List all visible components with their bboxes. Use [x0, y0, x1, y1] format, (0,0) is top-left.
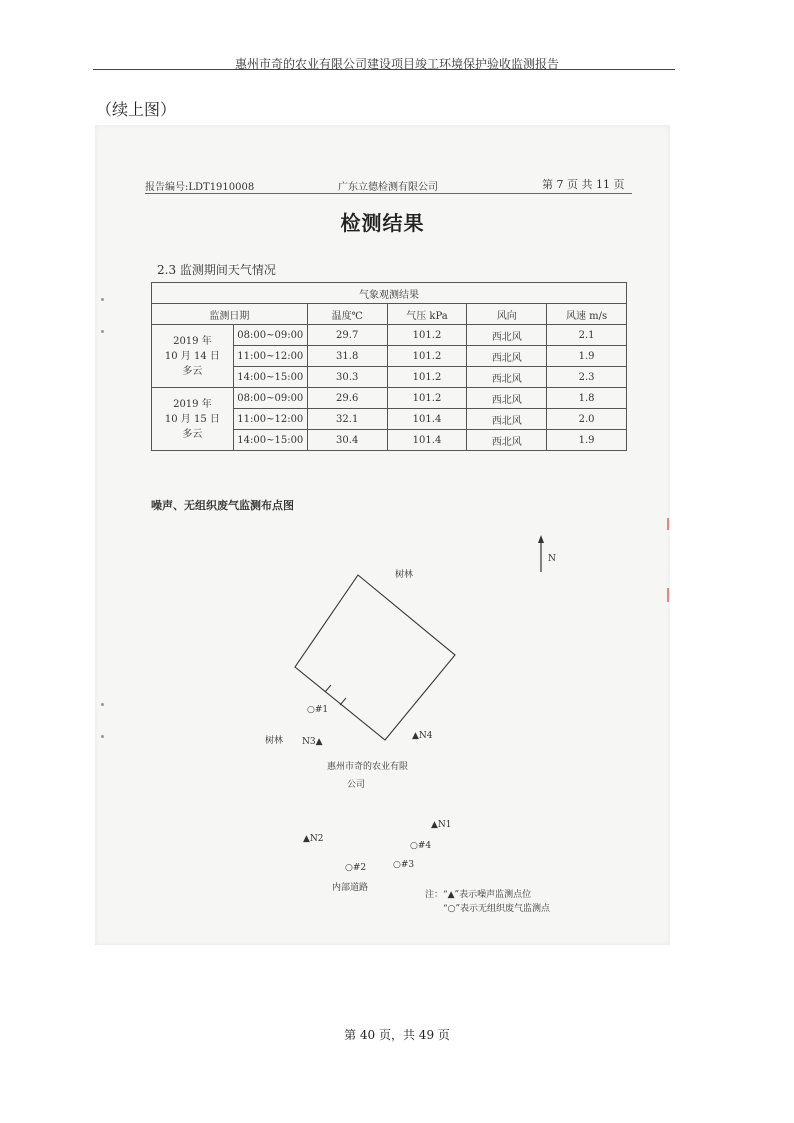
point-o1: ○#1 — [307, 705, 329, 715]
trees-left-label: 树林 — [265, 736, 284, 746]
page-footer: 第 40 页，共 49 页 — [344, 1028, 450, 1042]
date-cell — [152, 325, 234, 388]
running-header: 惠州市奇的农业有限公司建设项目竣工环境保护验收监测报告 — [234, 57, 559, 71]
date-year: 2019 年 — [173, 398, 212, 410]
cell-temp: 31.8 — [307, 346, 387, 367]
scan-speck — [101, 735, 104, 738]
date-weather: 多云 — [182, 365, 203, 377]
cell-time: 08:00~09:00 — [233, 325, 307, 346]
report-number: 报告编号:LDT1910008 — [145, 182, 255, 193]
cell-pressure: 101.2 — [387, 388, 467, 409]
cell-wind-speed: 1.8 — [547, 388, 627, 409]
table-header-row — [152, 304, 627, 325]
weather-table — [151, 282, 627, 451]
header-rule — [93, 69, 675, 70]
point-n4: ▲N4 — [412, 731, 433, 741]
cell-wind-speed: 1.9 — [547, 430, 627, 451]
date-weather: 多云 — [182, 428, 203, 440]
map-note-line1: 注：“▲”表示噪声监测点位 — [425, 890, 532, 900]
continued-label: （续上图） — [96, 100, 177, 119]
table-row — [152, 388, 627, 409]
cell-time: 11:00~12:00 — [233, 409, 307, 430]
inner-header-rule — [145, 193, 632, 194]
cell-temp: 32.1 — [307, 409, 387, 430]
cell-temp: 30.4 — [307, 430, 387, 451]
cell-pressure: 101.2 — [387, 325, 467, 346]
cell-pressure: 101.2 — [387, 367, 467, 388]
scan-speck — [101, 703, 104, 706]
cell-pressure: 101.4 — [387, 409, 467, 430]
map-title: 噪声、无组织废气监测布点图 — [151, 499, 294, 512]
cell-time: 11:00~12:00 — [233, 346, 307, 367]
company-label-line2: 公司 — [347, 780, 366, 790]
point-n2: ▲N2 — [303, 834, 324, 844]
point-n1: ▲N1 — [431, 820, 452, 830]
date-cell — [152, 388, 234, 451]
company-label-line1: 惠州市奇的农业有限 — [327, 762, 409, 772]
header-pressure: 气压 kPa — [387, 304, 467, 325]
point-o2: ○#2 — [345, 863, 367, 873]
header-wind-dir: 风向 — [467, 304, 547, 325]
cell-pressure: 101.4 — [387, 430, 467, 451]
cell-wind-dir: 西北风 — [467, 430, 547, 451]
cell-wind-speed: 1.9 — [547, 346, 627, 367]
cell-wind-speed: 2.1 — [547, 325, 627, 346]
cell-wind-speed: 2.3 — [547, 367, 627, 388]
scan-speck — [101, 330, 104, 333]
inner-page-info: 第 7 页 共 11 页 — [542, 178, 625, 191]
cell-time: 08:00~09:00 — [233, 388, 307, 409]
cell-temp: 29.6 — [307, 388, 387, 409]
scan-speck — [101, 298, 104, 301]
cell-temp: 29.7 — [307, 325, 387, 346]
point-o4: ○#4 — [410, 841, 432, 851]
scanned-page — [95, 125, 670, 945]
site-boundary — [295, 575, 455, 740]
cell-wind-dir: 西北风 — [467, 346, 547, 367]
group-header: 气象观测结果 — [152, 283, 627, 304]
date-day: 10 月 15 日 — [164, 413, 220, 425]
section-title: 2.3 监测期间天气情况 — [157, 263, 276, 277]
company-name: 广东立德检测有限公司 — [338, 182, 438, 193]
cell-wind-dir: 西北风 — [467, 388, 547, 409]
cell-time: 14:00~15:00 — [233, 367, 307, 388]
header-wind-speed: 风速 m/s — [547, 304, 627, 325]
cell-wind-dir: 西北风 — [467, 325, 547, 346]
date-year: 2019 年 — [173, 335, 212, 347]
map-note-line2: “○”表示无组织废气监测点 — [443, 904, 551, 914]
table-row — [152, 325, 627, 346]
point-o3: ○#3 — [393, 860, 415, 870]
trees-top-label: 树林 — [395, 570, 414, 580]
road-label: 内部道路 — [332, 883, 369, 893]
gate-mark — [325, 685, 331, 692]
scan-edge-mark — [667, 588, 669, 602]
north-label: N — [548, 554, 556, 564]
north-arrow-icon — [538, 535, 544, 572]
cell-pressure: 101.2 — [387, 346, 467, 367]
table-group-header-row — [152, 283, 627, 304]
header-date: 监测日期 — [152, 304, 308, 325]
cell-temp: 30.3 — [307, 367, 387, 388]
cell-wind-dir: 西北风 — [467, 367, 547, 388]
header-temp: 温度℃ — [307, 304, 387, 325]
cell-time: 14:00~15:00 — [233, 430, 307, 451]
point-n3: N3▲ — [302, 737, 323, 747]
result-title: 检测结果 — [340, 211, 425, 235]
gate-mark — [340, 698, 346, 705]
scan-edge-mark — [667, 518, 669, 530]
cell-wind-dir: 西北风 — [467, 409, 547, 430]
monitoring-map — [95, 505, 670, 914]
cell-wind-speed: 2.0 — [547, 409, 627, 430]
date-day: 10 月 14 日 — [164, 350, 220, 362]
